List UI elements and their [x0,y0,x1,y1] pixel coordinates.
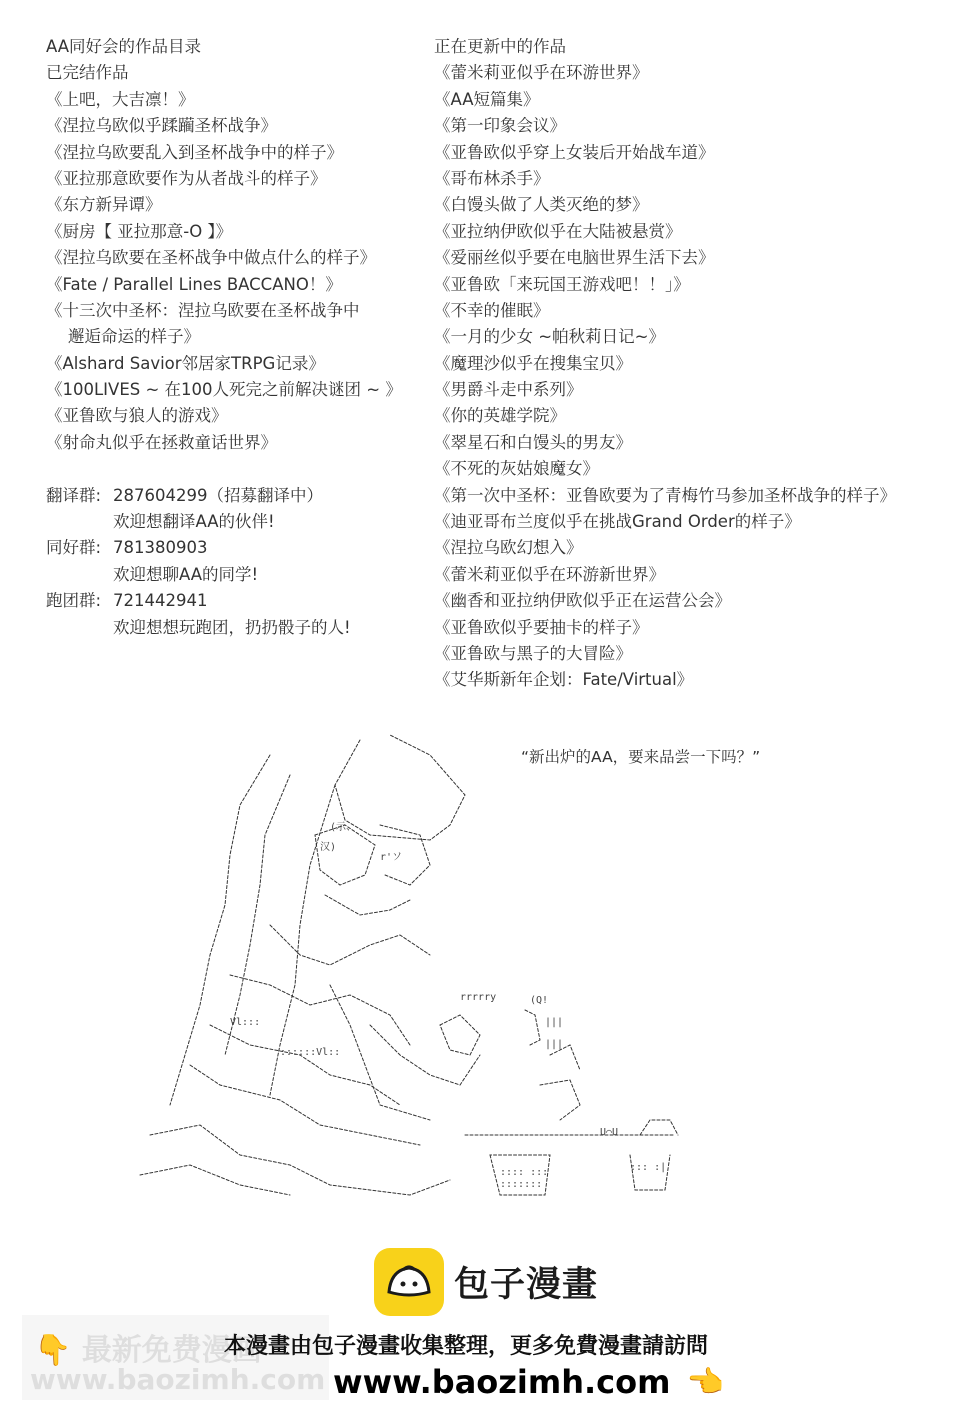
group-number: 721442941 [113,591,208,611]
group-note: 欢迎想聊AA的同学! [113,564,259,584]
completed-work: 《东方新异谭》 [46,195,162,215]
svg-text:汉): 汉) [320,842,337,853]
watermark-url: www.baozimh.com [30,1363,326,1396]
site-link[interactable] [333,1363,724,1401]
ongoing-work: 《亚鲁欧似乎要抽卡的样子》 [434,617,649,637]
completed-work: 《100LIVES ~ 在100人死完之前解决谜团 ~ 》 [46,380,402,400]
ongoing-work: 《不幸的催眠》 [434,300,550,320]
svg-text:|||: ||| [545,1017,564,1028]
completed-label: 已完结作品 [46,63,129,83]
completed-work: 《厨房【 亚拉那意-O 】》 [46,221,233,241]
ascii-art-drawing [130,725,700,1205]
ongoing-work: 《第一印象会议》 [434,116,566,136]
ongoing-work: 《艾华斯新年企划：Fate/Virtual》 [434,670,694,690]
group-translation [46,483,402,509]
baozi-logo [374,1248,598,1316]
completed-work: 《Fate / Parallel Lines BACCANO！》 [46,274,342,294]
group-label: 同好群: [46,538,102,558]
svg-text:(示、: (示、 [330,822,357,833]
ongoing-work: 《白馒头做了人类灭绝的梦》 [434,195,649,215]
ongoing-work: 《男爵斗走中系列》 [434,380,583,400]
completed-work: 《十三次中圣杯：涅拉乌欧要在圣杯战争中 [46,300,360,320]
ongoing-work: 《涅拉乌欧幻想入》 [434,538,583,558]
logo-text: 包子漫畫 [454,1265,599,1305]
svg-text::::::::: ::::::: [500,1179,543,1190]
speech-bubble-text: “新出炉的AA，要来品尝一下吗？” [521,748,761,766]
ongoing-work: 《亚鲁欧与黑子的大冒险》 [434,643,632,663]
ongoing-work: 《蕾米莉亚似乎在环游新世界》 [434,564,665,584]
pointing-left-icon: 👈 [686,1364,724,1400]
ongoing-work: 《亚拉纳伊欧似乎在大陆被悬赏》 [434,221,682,241]
sign-text: rrrrry [460,992,497,1003]
group-number: 781380903 [113,538,208,558]
svg-text:::::::Vl::: ::::::Vl:: [280,1047,341,1058]
ongoing-work: 《亚鲁欧「来玩国王游戏吧！！」》 [434,274,690,294]
completed-work: 《亚拉那意欧要作为从者战斗的样子》 [46,168,327,188]
group-note: 欢迎想想玩跑团，扔扔骰子的人! [113,617,351,637]
ongoing-work: 《迪亚哥布兰度似乎在挑战Grand Order的样子》 [434,512,801,532]
ongoing-work: 《翠星石和白馒头的男友》 [434,432,632,452]
svg-text:U⌒U: U⌒U [600,1127,619,1138]
right-column [434,34,896,694]
svg-text:r'ソ: r'ソ [380,852,403,863]
ongoing-work: 《不死的灰姑娘魔女》 [434,459,599,479]
completed-work: 《上吧，大吉凛！》 [46,89,195,109]
svg-text:Vl:::: Vl::: [230,1017,261,1028]
pointing-down-icon: 👇 [34,1333,72,1368]
completed-work-continued: 邂逅命运的样子》 [68,327,200,347]
catalog-heading: AA同好会的作品目录 [46,37,202,56]
ongoing-work: 《一月的少女 ~帕秋莉日记~》 [434,327,665,347]
completed-work: 《Alshard Savior邻居家TRPG记录》 [46,353,325,373]
svg-text::::: :::: :::: ::: [500,1167,549,1178]
svg-text:::: :|: ::: :| [630,1162,667,1173]
bun-face-icon [385,1262,433,1302]
completed-work: 《涅拉乌欧似乎蹂躏圣杯战争》 [46,116,277,136]
left-column [46,34,402,641]
ongoing-work: 《蕾米莉亚似乎在环游世界》 [434,63,649,83]
group-note: 欢迎想翻译AA的伙伴! [113,512,275,532]
group-label: 翻译群: [46,485,102,505]
completed-work: 《亚鲁欧与狼人的游戏》 [46,406,228,426]
completed-work: 《涅拉乌欧要在圣杯战争中做点什么的样子》 [46,248,376,268]
group-number: 287604299（招募翻译中） [113,485,323,505]
ongoing-work: 《魔理沙似乎在搜集宝贝》 [434,353,632,373]
group-label: 跑团群: [46,591,102,611]
ongoing-work: 《AA短篇集》 [434,89,540,109]
ongoing-work: 《亚鲁欧似乎穿上女装后开始战车道》 [434,142,715,162]
notice-text: 本漫畫由包子漫畫收集整理，更多免費漫畫請訪問 [224,1334,709,1359]
bun-icon [374,1248,444,1316]
completed-work: 《射命丸似乎在拯救童话世界》 [46,432,277,452]
svg-text:(Q!: (Q! [530,995,549,1006]
watermark-text: 最新免费漫画 [81,1333,262,1368]
svg-text:|||: ||| [545,1039,564,1050]
completed-work: 《涅拉乌欧要乱入到圣杯战争中的样子》 [46,142,343,162]
group-fan [46,535,402,561]
ongoing-work: 《幽香和亚拉纳伊欧似乎正在运营公会》 [434,591,731,611]
site-url[interactable]: www.baozimh.com [333,1363,671,1401]
ongoing-work: 《哥布林杀手》 [434,168,550,188]
ongoing-work: 《爱丽丝似乎要在电脑世界生活下去》 [434,248,715,268]
ongoing-heading: 正在更新中的作品 [434,37,566,56]
ongoing-work: 《你的英雄学院》 [434,406,566,426]
ongoing-work: 《第一次中圣杯：亚鲁欧要为了青梅竹马参加圣杯战争的样子》 [434,485,896,505]
group-trpg [46,588,402,614]
ascii-art-illustration [130,725,700,1205]
